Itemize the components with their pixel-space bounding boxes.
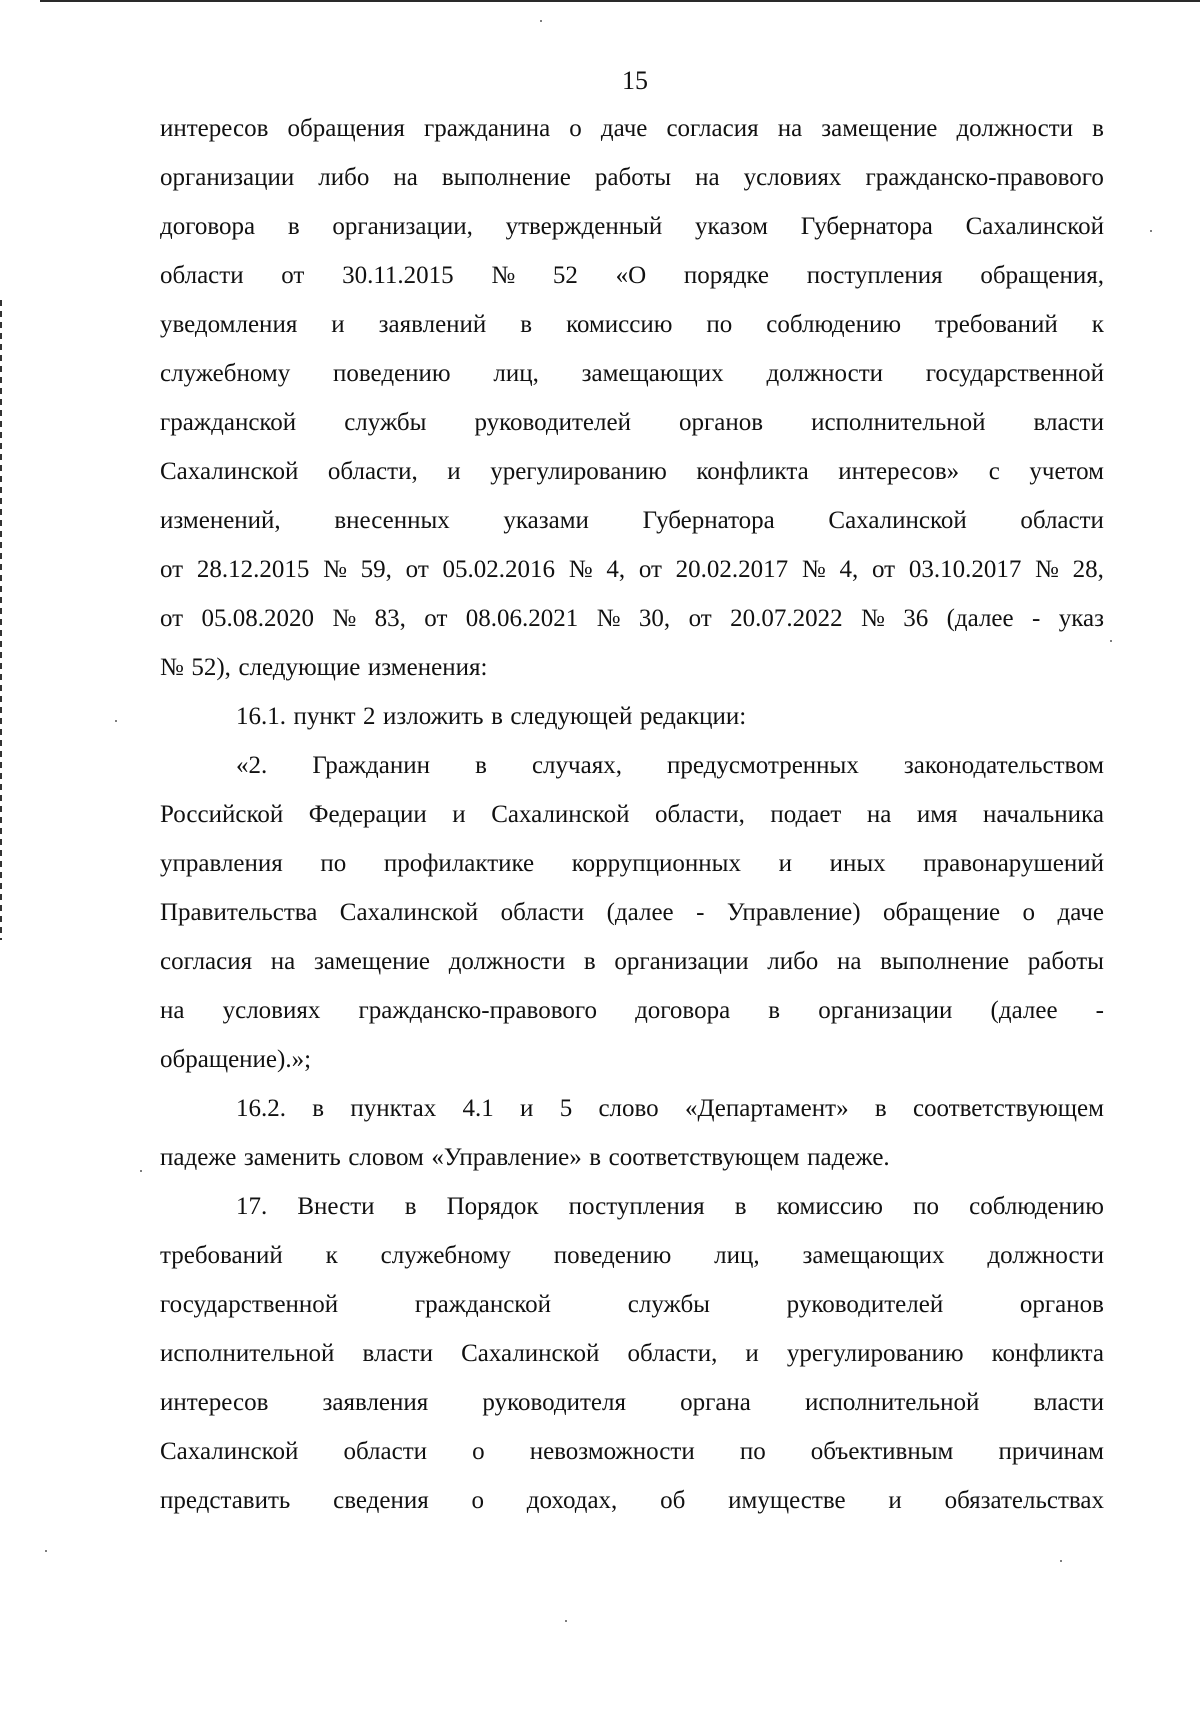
text-line: Сахалинской области, и урегулированию конфликта интересов» с учетом (160, 458, 1104, 485)
scan-speck (140, 1170, 142, 1172)
scan-speck (1060, 1560, 1062, 1562)
text-line: уведомления и заявлений в комиссию по соблюдению требований к (160, 311, 1104, 338)
paragraph-continuation (160, 104, 1104, 1525)
text-line: организации либо на выполнение работы на условиях гражданско-правового (160, 164, 1104, 191)
text-line: гражданской службы руководителей органов исполнительной власти (160, 409, 1104, 436)
clause-17: 17. Внести в Порядок поступления в комиссию по соблюдению (236, 1193, 1104, 1220)
scan-speck (1110, 640, 1112, 642)
scan-speck (565, 1620, 567, 1622)
text-line: Российской Федерации и Сахалинской области, подает на имя начальника (160, 801, 1104, 828)
text-line: на условиях гражданско-правового договора в организации (далее - (160, 997, 1104, 1024)
text-line: требований к служебному поведению лиц, замещающих должности (160, 1242, 1104, 1269)
clause-16-2: 16.2. в пунктах 4.1 и 5 слово «Департамент» в соответствующем (236, 1095, 1104, 1122)
text-line: области от 30.11.2015 № 52 «О порядке поступления обращения, (160, 262, 1104, 289)
text-line: Сахалинской области о невозможности по объективным причинам (160, 1438, 1104, 1465)
scan-speck (540, 20, 542, 22)
text-line: представить сведения о доходах, об имуществе и обязательствах (160, 1487, 1104, 1514)
scan-left-edge (0, 300, 2, 940)
page-number: 15 (622, 66, 648, 95)
text-line: от 28.12.2015 № 59, от 05.02.2016 № 4, от 20.02.2017 № 4, от 03.10.2017 № 28, (160, 556, 1104, 583)
clause-16-1: 16.1. пункт 2 изложить в следующей редакции: (236, 703, 747, 730)
text-line: интересов обращения гражданина о даче согласия на замещение должности в (160, 115, 1104, 142)
text-line: интересов заявления руководителя органа исполнительной власти (160, 1389, 1104, 1416)
text-line: изменений, внесенных указами Губернатора Сахалинской области (160, 507, 1104, 534)
text-line: согласия на замещение должности в организации либо на выполнение работы (160, 948, 1104, 975)
text-line: обращение).»; (160, 1046, 312, 1073)
scan-top-edge (40, 0, 1200, 2)
text-line: № 52), следующие изменения: (160, 654, 488, 681)
text-line: Правительства Сахалинской области (далее - Управление) обращение о даче (160, 899, 1104, 926)
text-line: государственной гражданской службы руководителей органов (160, 1291, 1104, 1318)
scan-speck (1150, 230, 1152, 232)
text-line: исполнительной власти Сахалинской области, и урегулированию конфликта (160, 1340, 1104, 1367)
text-line: договора в организации, утвержденный указом Губернатора Сахалинской (160, 213, 1104, 240)
text-line: служебному поведению лиц, замещающих должности государственной (160, 360, 1104, 387)
text-line: от 05.08.2020 № 83, от 08.06.2021 № 30, от 20.07.2022 № 36 (далее - указ (160, 605, 1104, 632)
text-line: управления по профилактике коррупционных и иных правонарушений (160, 850, 1104, 877)
quoted-clause-2: «2. Гражданин в случаях, предусмотренных законодательством (236, 752, 1104, 779)
text-line: падеже заменить словом «Управление» в соответствующем падеже. (160, 1144, 890, 1171)
scan-speck (45, 1550, 47, 1552)
scan-speck (115, 720, 117, 722)
